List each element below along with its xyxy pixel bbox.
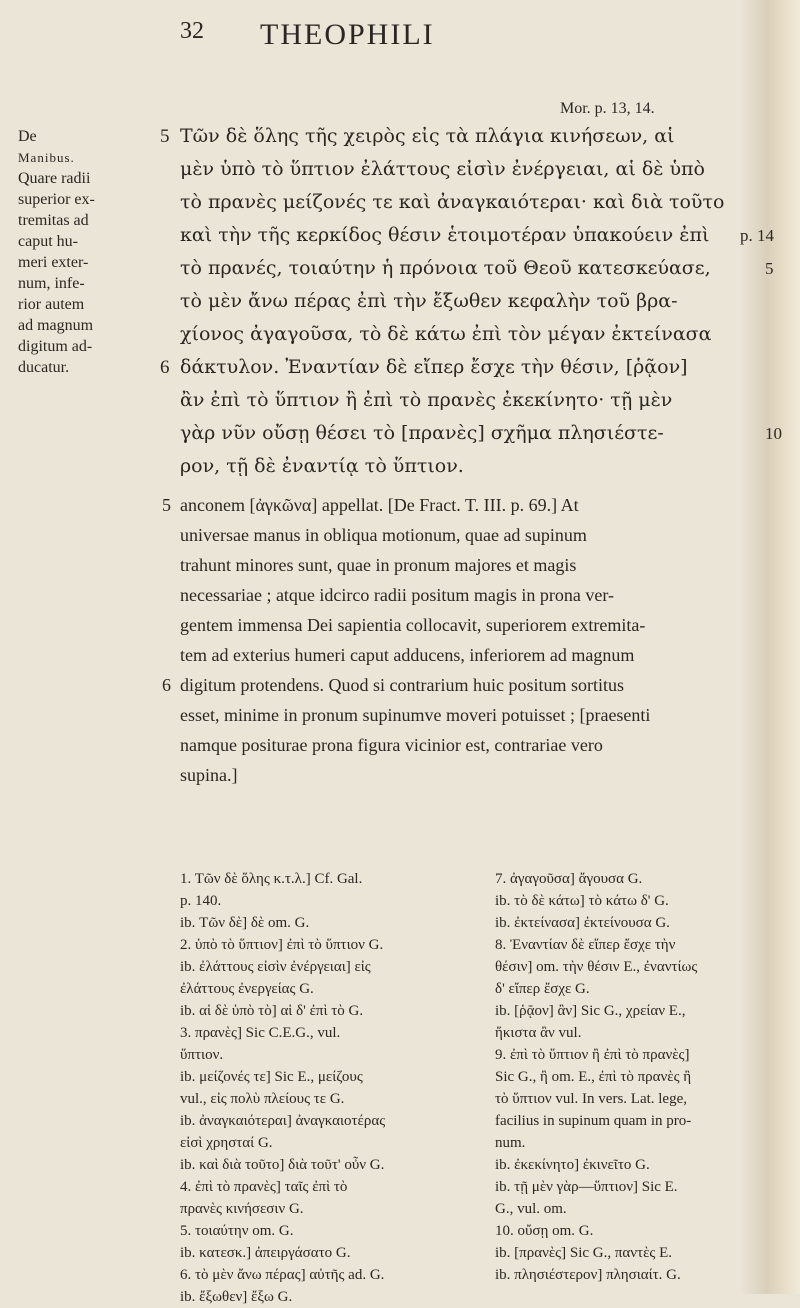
note-line: 10. οὔσῃ om. G. [495,1223,594,1239]
note-line: Sic G., ἢ om. E., ἐπὶ τὸ πρανὲς ἢ [495,1069,692,1085]
greek-line-text: τὸ μὲν ἄνω πέρας ἐπὶ τὴν ἔξωθεν κεφαλὴν τοῦ βρα- [180,290,678,312]
latin-line-text: tem ad exterius humeri caput adducens, inferiorem ad magnum [180,645,635,665]
greek-line [180,450,780,483]
greek-line [180,219,780,252]
notes-column-right [495,868,785,1286]
note-line: ἐλάττους ἐνεργείας G. [180,981,314,997]
greek-text-block [160,120,782,483]
note-line: 3. πρανὲς] Sic C.E.G., vul. [180,1025,341,1041]
note-line: ib. ἐκεκίνητο] ἐκινεῖτο G. [495,1157,650,1173]
line-number-left: 5 [162,495,171,515]
greek-line-text: ἂν ἐπὶ τὸ ὕπτιον ἢ ἐπὶ τὸ πρανὲς ἐκεκίνητο· τῇ μὲν [180,389,673,411]
greek-line [180,285,780,318]
note-line: G., vul. om. [495,1201,567,1217]
note-line: 7. ἀγαγοῦσα] ἄγουσα G. [495,871,643,887]
page-reference: Mor. p. 13, 14. [560,100,655,117]
note-line: ib. ἐκτείνασα] ἐκτείνουσα G. [495,915,670,931]
note-line: ib. ἔξωθεν] ἔξω G. [180,1289,293,1305]
note-line: 4. ἐπὶ τὸ πρανὲς] ταῖς ἐπὶ τὸ [180,1179,348,1195]
note-line: ὕπτιον. [180,1047,224,1063]
greek-line [180,384,780,417]
note-line: εἰσὶ χρησταί G. [180,1135,273,1151]
note-line: ib. καὶ διὰ τοῦτο] διὰ τοῦτ' οὖν G. [180,1157,385,1173]
line-number-left: 6 [162,675,171,695]
margin-note-line: superior ex- [18,191,95,208]
margin-note-line: ad magnum [18,317,94,334]
line-number-left: 6 [160,357,170,378]
margin-note-title: De [18,128,37,145]
greek-line-text: καὶ τὴν τῆς κερκίδος θέσιν ἑτοιμοτέραν ὑπακούειν ἐπὶ [180,224,710,246]
note-line: 6. τὸ μὲν ἄνω πέρας] αὐτῆς ad. G. [180,1267,385,1283]
latin-line-text: universae manus in obliqua motionum, quae ad supinum [180,525,587,545]
margin-note-line: rior autem [18,296,85,313]
note-line: facilius in supinum quam in pro- [495,1113,692,1129]
greek-line [180,252,780,285]
greek-line-text: τὸ πρανές, τοιαύτην ἡ πρόνοια τοῦ Θεοῦ κατεσκεύασε, [180,257,711,279]
greek-line [160,351,780,384]
latin-line-text: gentem immensa Dei sapientia collocavit, superiorem extremita- [180,615,646,635]
line-number-right: 5 [765,259,774,278]
margin-note-line: digitum ad- [18,338,93,355]
note-line: ib. [ῥᾷον] ἂν] Sic G., χρείαν E., [495,1003,686,1019]
note-line: vul., εἰς πολὺ πλείους τε G. [180,1091,345,1107]
note-line: ib. κατεσκ.] ἀπειργάσατο G. [180,1245,351,1261]
note-line: πρανὲς κινήσεσιν G. [180,1201,304,1217]
greek-line-text: τὸ πρανὲς μείζονές τε καὶ ἀναγκαιότεραι· καὶ διὰ τοῦτο [180,191,725,213]
latin-line-text: supina.] [180,765,238,785]
page-header [180,18,660,58]
greek-line [180,186,780,219]
note-line: 8. Ἐναντίαν δὲ εἴπερ ἔσχε τὴν [495,937,676,953]
latin-line-text: trahunt minores sunt, quae in pronum majores et magis [180,555,577,575]
note-line: ib. ἀναγκαιότεραι] ἀναγκαιοτέρας [180,1113,386,1129]
note-line: ib. πλησιέστερον] πλησιαίτ. G. [495,1267,681,1283]
note-line: 1. Τῶν δὲ ὅλης κ.τ.λ.] Cf. Gal. [180,871,363,887]
note-line: ib. [πρανὲς] Sic G., παντὲς E. [495,1245,672,1261]
line-number-right: 10 [765,424,782,443]
line-number-right: p. 14 [740,226,774,245]
note-line: τὸ ὕπτιον vul. In vers. Lat. lege, [495,1091,687,1107]
greek-line-text: δάκτυλον. Ἐναντίαν δὲ εἴπερ ἔσχε τὴν θέσιν, [ῥᾷον] [180,356,688,378]
margin-note-line: meri exter- [18,254,89,271]
greek-line-text: γὰρ νῦν οὔσῃ θέσει τὸ [πρανὲς] σχῆμα πλησιέστε- [180,422,664,444]
latin-line-text: anconem [ἀγκῶνα] appellat. [De Fract. T. III. p. 69.] At [180,495,579,515]
note-line: 5. τοιαύτην om. G. [180,1223,294,1239]
greek-line [180,417,780,450]
note-line: δ' εἴπερ ἔσχε G. [495,981,590,997]
latin-line [162,670,780,700]
notes-column-left [180,868,470,1308]
note-line: ib. μείζονές τε] Sic E., μείζους [180,1069,363,1085]
latin-line [180,730,780,760]
note-line: ib. ἐλάττους εἰσὶν ἐνέργειαι] εἰς [180,959,371,975]
latin-line [180,550,780,580]
latin-line [180,760,780,790]
latin-line-text: esset, minime in pronum supinumve moveri potuisset ; [praesenti [180,705,651,725]
greek-line [180,153,780,186]
latin-line [162,490,780,520]
latin-line-text: digitum protendens. Quod si contrarium huic positum sortitus [180,675,624,695]
margin-note-line: caput hu- [18,233,78,250]
greek-line-text: ρον, τῇ δὲ ἐναντίᾳ τὸ ὕπτιον. [180,455,464,477]
note-line: 9. ἐπὶ τὸ ὕπτιον ἢ ἐπὶ τὸ πρανὲς] [495,1047,690,1063]
latin-line [180,610,780,640]
margin-note-subtitle: Manibus. [18,150,75,165]
margin-note-line: num, infe- [18,275,85,292]
greek-line-text: μὲν ὑπὸ τὸ ὕπτιον ἐλάττους εἰσὶν ἐνέργειαι, αἱ δὲ ὑπὸ [180,158,705,180]
line-number-left: 5 [160,126,170,147]
note-line: p. 140. [180,893,222,909]
margin-note-line: ducatur. [18,359,70,376]
note-line: ib. τὸ δὲ κάτω] τὸ κάτω δ' G. [495,893,669,909]
note-line: ἥκιστα ἂν vul. [495,1025,582,1041]
note-line: ib. αἱ δὲ ὑπὸ τὸ] αἱ δ' ἐπὶ τὸ G. [180,1003,364,1019]
margin-note-line: Quare radii [18,170,91,187]
note-line: ib. τῇ μὲν γὰρ—ὕπτιον] Sic E. [495,1179,678,1195]
running-title: THEOPHILI [260,18,435,51]
latin-line-text: necessariae ; atque idcirco radii positum magis in prona ver- [180,585,614,605]
note-line: 2. ὑπὸ τὸ ὕπτιον] ἐπὶ τὸ ὕπτιον G. [180,937,384,953]
latin-line [180,580,780,610]
greek-line [160,120,780,153]
margin-note-line: tremitas ad [18,212,89,229]
greek-line [180,318,780,351]
latin-line [180,640,780,670]
margin-note [18,126,138,378]
greek-line-text: Τῶν δὲ ὅλης τῆς χειρὸς εἰς τὰ πλάγια κινήσεων, αἱ [180,125,675,147]
latin-line-text: namque posituraе prona figura vicinior est, contrariae vero [180,735,603,755]
latin-line [180,520,780,550]
note-line: num. [495,1135,526,1151]
latin-line [180,700,780,730]
note-line: ib. Τῶν δὲ] δὲ om. G. [180,915,310,931]
latin-translation-block [162,490,780,790]
greek-line-text: χίονος ἀγαγοῦσα, τὸ δὲ κάτω ἐπὶ τὸν μέγαν ἐκτείνασα [180,323,712,345]
page-number: 32 [180,18,204,44]
note-line: θέσιν] om. τὴν θέσιν E., ἐναντίως [495,959,698,975]
